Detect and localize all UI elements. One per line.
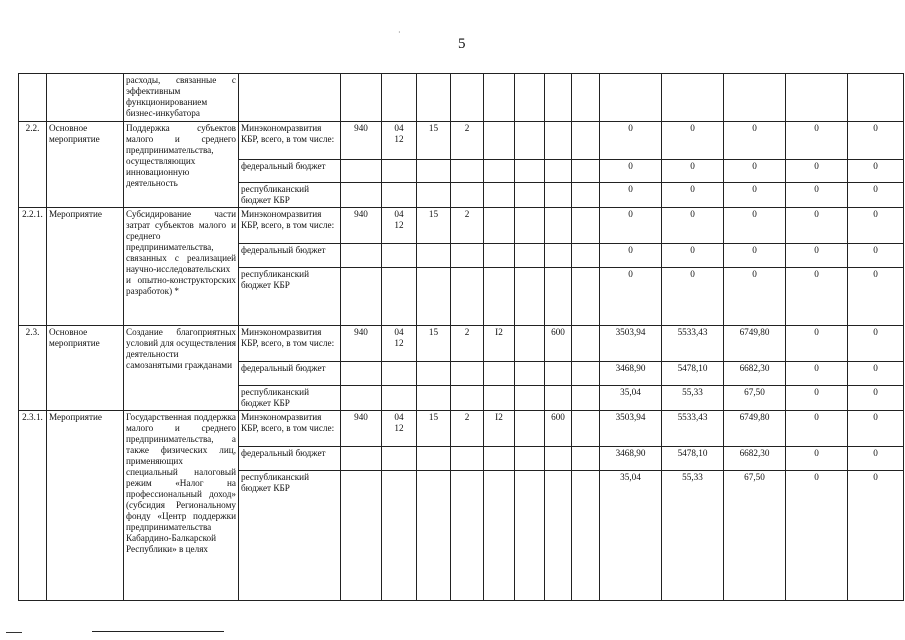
vr-code	[545, 208, 572, 244]
value-2: 55,33	[662, 386, 724, 411]
value-4: 0	[786, 411, 848, 447]
value-5: 0	[848, 208, 904, 244]
row-status: Основное мероприятие	[47, 122, 124, 208]
value-1: 0	[600, 122, 662, 160]
grbs-code: 940	[341, 326, 382, 362]
value-2: 0	[662, 268, 724, 326]
value-1: 0	[600, 208, 662, 244]
cs-code-3: I2	[484, 411, 515, 447]
vr-code: 600	[545, 326, 572, 362]
cs-code-1: 15	[417, 411, 451, 447]
value-5: 0	[848, 183, 904, 208]
cs-code-2: 2	[451, 326, 484, 362]
table-row	[19, 326, 904, 362]
value-4: 0	[786, 326, 848, 362]
executor: Минэкономразвития КБР, всего, в том числе:	[239, 326, 341, 362]
row-number: 2.3.	[19, 326, 47, 411]
value-2: 5478,10	[662, 447, 724, 471]
vr-code	[545, 122, 572, 160]
row-status: Основное мероприятие	[47, 326, 124, 411]
row-name: Государственная поддержка малого и среднего предпринимательства, а также физических лиц, применяющих специальный налоговый режим «Налог на профессиональный доход» (субсидия Региональному фонду «Центр поддержки предпринимательства Кабардино-Балкарской Республики» в целях	[124, 411, 239, 601]
value-4: 0	[786, 447, 848, 471]
row-name: Создание благоприятных условий для осуществления деятельности самозанятыми гражданами	[124, 326, 239, 411]
value-4: 0	[786, 386, 848, 411]
cs-code-2: 2	[451, 122, 484, 160]
vr-code: 600	[545, 411, 572, 447]
executor: федеральный бюджет	[239, 447, 341, 471]
executor: республиканский бюджет КБР	[239, 268, 341, 326]
value-3: 0	[724, 122, 786, 160]
executor: федеральный бюджет	[239, 244, 341, 268]
cs-code-3: I2	[484, 326, 515, 362]
value-5: 0	[848, 160, 904, 183]
cs-code-3	[484, 122, 515, 160]
value-1: 3503,94	[600, 326, 662, 362]
value-5: 0	[848, 244, 904, 268]
executor: федеральный бюджет	[239, 362, 341, 386]
row-number: 2.2.	[19, 122, 47, 208]
value-4: 0	[786, 183, 848, 208]
value-5: 0	[848, 268, 904, 326]
cs-code-3	[484, 208, 515, 244]
value-5: 0	[848, 362, 904, 386]
value-2: 55,33	[662, 471, 724, 601]
value-5: 0	[848, 471, 904, 601]
value-1: 3503,94	[600, 411, 662, 447]
continuation-name: расходы, связанные с эффективным функционированием бизнес-инкубатора	[124, 74, 239, 122]
cs-code-2: 2	[451, 411, 484, 447]
rz-pr-code: 04 12	[382, 326, 417, 362]
grbs-code: 940	[341, 122, 382, 160]
table-row	[19, 74, 904, 122]
value-5: 0	[848, 386, 904, 411]
value-4: 0	[786, 160, 848, 183]
value-3: 67,50	[724, 471, 786, 601]
value-1: 35,04	[600, 386, 662, 411]
rz-pr-code: 04 12	[382, 411, 417, 447]
value-2: 0	[662, 183, 724, 208]
cs-code-1: 15	[417, 208, 451, 244]
row-number: 2.3.1.	[19, 411, 47, 601]
value-3: 0	[724, 160, 786, 183]
value-1: 0	[600, 183, 662, 208]
value-3: 0	[724, 244, 786, 268]
table-row	[19, 208, 904, 244]
value-5: 0	[848, 326, 904, 362]
value-1: 3468,90	[600, 447, 662, 471]
cs-code-4	[515, 326, 545, 362]
cs-code-4	[515, 122, 545, 160]
executor: федеральный бюджет	[239, 160, 341, 183]
budget-table	[18, 73, 904, 601]
value-4: 0	[786, 208, 848, 244]
value-3: 0	[724, 183, 786, 208]
value-1: 35,04	[600, 471, 662, 601]
value-2: 0	[662, 160, 724, 183]
value-3: 6749,80	[724, 326, 786, 362]
value-3: 0	[724, 268, 786, 326]
row-status: Мероприятие	[47, 208, 124, 326]
value-2: 5478,10	[662, 362, 724, 386]
grbs-code: 940	[341, 411, 382, 447]
value-3: 6682,30	[724, 362, 786, 386]
value-1: 0	[600, 268, 662, 326]
value-5: 0	[848, 411, 904, 447]
value-4: 0	[786, 362, 848, 386]
value-5: 0	[848, 447, 904, 471]
scan-mark	[6, 632, 22, 633]
value-3: 6682,30	[724, 447, 786, 471]
value-3: 67,50	[724, 386, 786, 411]
row-status: Мероприятие	[47, 411, 124, 601]
table-row	[19, 122, 904, 160]
value-4: 0	[786, 471, 848, 601]
value-2: 0	[662, 244, 724, 268]
value-2: 5533,43	[662, 326, 724, 362]
executor: Минэкономразвития КБР, всего, в том числе:	[239, 208, 341, 244]
row-name: Субсидирование части затрат субъектов малого и среднего предпринимательства, связанных с реализацией научно-исследовательских и опытно-конструкторских разработок) *	[124, 208, 239, 326]
value-4: 0	[786, 268, 848, 326]
rz-pr-code: 04 12	[382, 208, 417, 244]
value-4: 0	[786, 244, 848, 268]
value-1: 0	[600, 244, 662, 268]
row-name: Поддержка субъектов малого и среднего предпринимательства, осуществляющих инновационную деятельность	[124, 122, 239, 208]
value-2: 0	[662, 122, 724, 160]
row-number: 2.2.1.	[19, 208, 47, 326]
value-3: 0	[724, 208, 786, 244]
top-mark: ·	[398, 28, 401, 37]
value-2: 5533,43	[662, 411, 724, 447]
rz-pr-code: 04 12	[382, 122, 417, 160]
value-5: 0	[848, 122, 904, 160]
value-3: 6749,80	[724, 411, 786, 447]
cs-code-2: 2	[451, 208, 484, 244]
value-1: 0	[600, 160, 662, 183]
value-4: 0	[786, 122, 848, 160]
grbs-code: 940	[341, 208, 382, 244]
executor: республиканский бюджет КБР	[239, 386, 341, 411]
executor: Минэкономразвития КБР, всего, в том числе:	[239, 411, 341, 447]
executor: республиканский бюджет КБР	[239, 471, 341, 601]
cs-code-1: 15	[417, 326, 451, 362]
footnote-separator	[92, 631, 224, 632]
executor: республиканский бюджет КБР	[239, 183, 341, 208]
page-number: 5	[458, 36, 466, 52]
table-row	[19, 411, 904, 447]
cs-code-4	[515, 208, 545, 244]
executor: Минэкономразвития КБР, всего, в том числе:	[239, 122, 341, 160]
cs-code-1: 15	[417, 122, 451, 160]
cs-code-4	[515, 411, 545, 447]
value-1: 3468,90	[600, 362, 662, 386]
value-2: 0	[662, 208, 724, 244]
